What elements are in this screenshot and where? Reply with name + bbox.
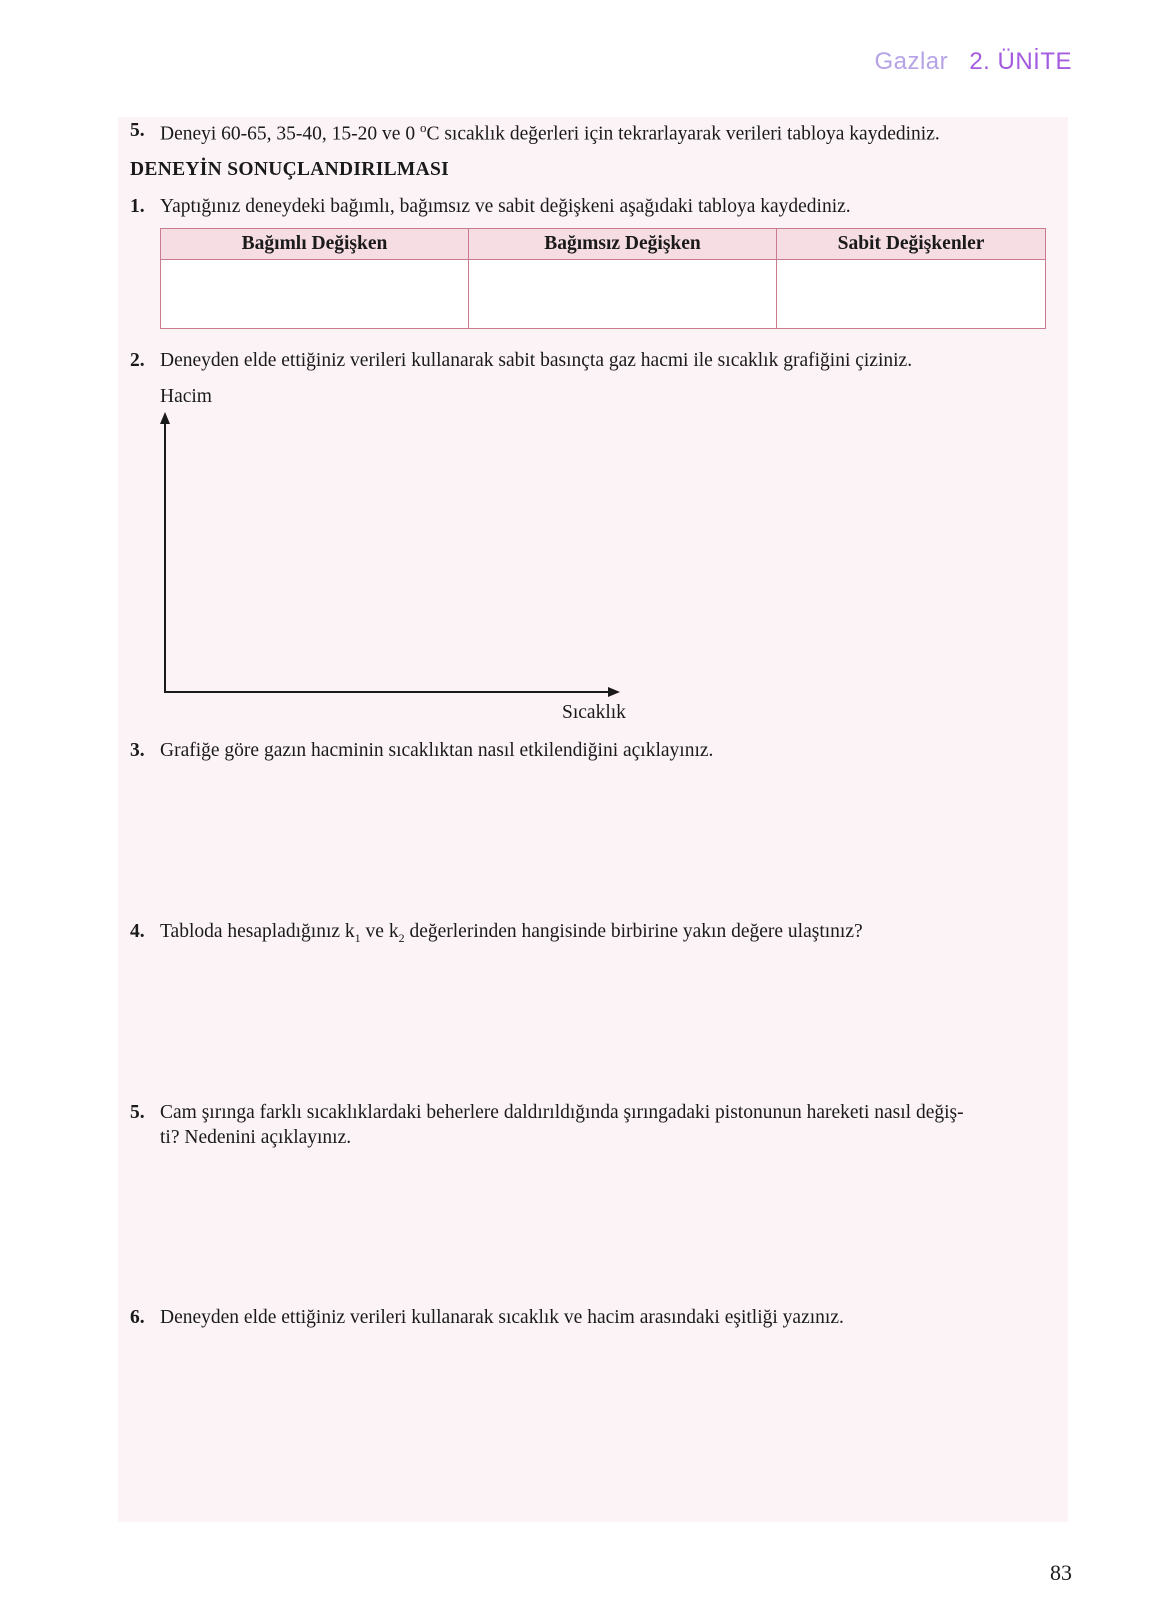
question-number: 5.: [130, 1102, 145, 1123]
volume-temperature-graph[interactable]: [150, 410, 630, 700]
question-1-text: Yaptığınız deneydeki bağımlı, bağımsız ve sabit değişkeni aşağıdaki tabloya kaydediniz.: [160, 196, 851, 217]
question-number: 3.: [130, 740, 145, 761]
question-2-text: Deneyden elde ettiğiniz verileri kullanarak sabit basınçta gaz hacmi ile sıcaklık grafiğini çiziniz.: [160, 350, 913, 371]
question-6-text: Deneyden elde ettiğiniz verileri kullanarak sıcaklık ve hacim arasındaki eşitliği yazınız.: [160, 1307, 844, 1328]
x-axis-label: Sıcaklık: [562, 702, 626, 723]
column-header: Sabit Değişkenler: [777, 229, 1046, 260]
column-header: Bağımlı Değişken: [161, 229, 469, 260]
question-number: 6.: [130, 1307, 145, 1328]
dependent-variable-cell[interactable]: [161, 260, 469, 329]
variables-table: [160, 228, 1046, 329]
question-5-line-1: Cam şırınga farklı sıcaklıklardaki beherlere daldırıldığında şırıngadaki pistonunun hareketi nasıl değiş-: [160, 1102, 964, 1123]
y-axis-label: Hacim: [160, 386, 212, 407]
constant-variables-cell[interactable]: [777, 260, 1046, 329]
x-axis-arrow-icon: [608, 687, 620, 697]
question-4-text: Tabloda hesapladığınız $k_1$ ve $k_2$ değerlerinden hangisinde birbirine yakın değere ulaştınız?: [160, 921, 863, 945]
unit-title: 2. ÜNİTE: [969, 48, 1072, 75]
question-5-line-2: ti? Nedenini açıklayınız.: [160, 1127, 352, 1148]
page-header: [874, 48, 1072, 76]
page-number: 83: [1050, 1560, 1072, 1585]
question-number: 2.: [130, 350, 145, 371]
column-header: Bağımsız Değişken: [469, 229, 777, 260]
question-number: 4.: [130, 921, 145, 942]
independent-variable-cell[interactable]: [469, 260, 777, 329]
question-3-text: Grafiğe göre gazın hacminin sıcaklıktan nasıl etkilendiğini açıklayınız.: [160, 740, 714, 761]
step-number: 5.: [130, 120, 145, 141]
question-number: 1.: [130, 196, 145, 217]
conclusion-heading: DENEYİN SONUÇLANDIRILMASI: [130, 159, 450, 180]
y-axis-arrow-icon: [160, 412, 170, 424]
section-title: Gazlar: [874, 48, 949, 75]
step-5-text: Deneyi 60-65, 35-40, 15-20 ve 0 $^o$C sıcaklık değerleri için tekrarlayarak verileri tabloya kaydediniz.: [160, 120, 940, 145]
